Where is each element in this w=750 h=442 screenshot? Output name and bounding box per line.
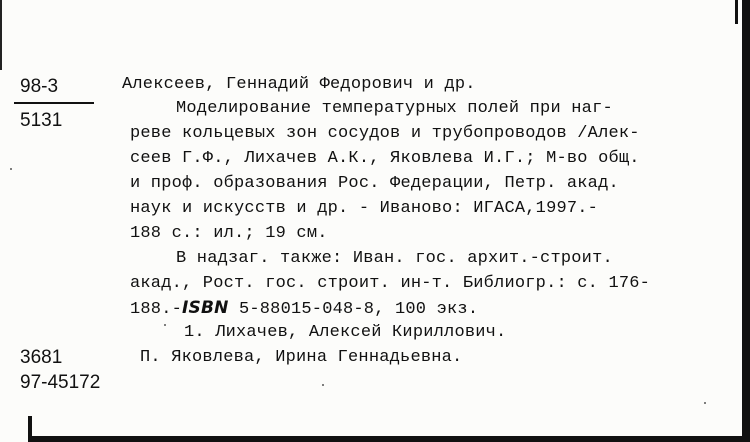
note-line-2: акад., Рост. гос. строит. ин-т. Библиогр.: с. 176- xyxy=(130,274,651,293)
title-line-4: и проф. образования Рос. Федерации, Петр. акад. xyxy=(130,174,619,193)
title-line-2: реве кольцевых зон сосудов и трубопроводов /Алек- xyxy=(130,124,640,143)
note-line-1: В надзаг. также: Иван. гос. архит.-строит. xyxy=(176,249,613,268)
isbn-line-end: 5-88015-048-8, 100 экз. xyxy=(228,300,479,319)
scan-speck xyxy=(322,384,324,386)
added-entry-2: П. Яковлева, Ирина Геннадьевна. xyxy=(140,348,463,367)
added-entry-1: 1. Лихачев, Алексей Кириллович. xyxy=(184,323,507,342)
class-number-bottom: 5131 xyxy=(20,110,63,131)
class-number-top: 98-3 xyxy=(20,76,59,97)
class-number-divider xyxy=(14,102,94,104)
card-edge-bottom-tick xyxy=(28,416,32,442)
card-edge-right xyxy=(742,0,750,442)
card-edge-notch xyxy=(735,0,738,24)
card-edge-left xyxy=(0,0,2,70)
scan-speck xyxy=(10,168,12,170)
inventory-number: 3681 xyxy=(20,347,63,368)
isbn-line-start: 188.- xyxy=(130,300,183,319)
record-number: 97-45172 xyxy=(20,372,101,393)
title-line-6: 188 с.: ил.; 19 см. xyxy=(130,224,328,243)
title-line-5: наук и искусств и др. - Иваново: ИГАСА,1997.- xyxy=(130,199,599,218)
title-line-1: Моделирование температурных полей при наг- xyxy=(176,99,613,118)
scan-speck xyxy=(164,324,166,326)
scan-speck xyxy=(704,402,706,404)
title-line-3: сеев Г.Ф., Лихачев А.К., Яковлева И.Г.; М-во общ. xyxy=(130,149,640,168)
card-edge-bottom xyxy=(28,436,750,442)
isbn-line xyxy=(130,297,478,321)
isbn-handwritten: ISBN xyxy=(182,298,229,318)
author-heading: Алексеев, Геннадий Федорович и др. xyxy=(122,75,476,94)
